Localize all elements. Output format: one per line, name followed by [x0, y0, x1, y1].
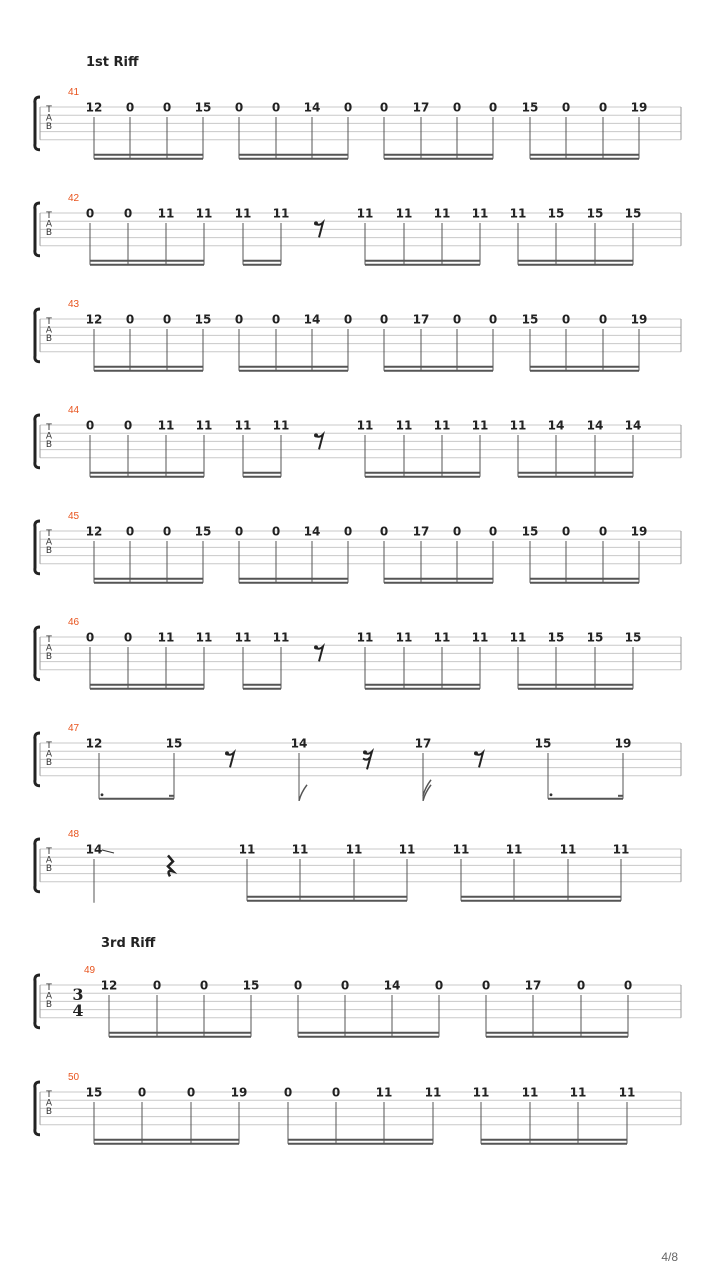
fret-number: 0	[283, 1085, 293, 1100]
fret-number: 0	[343, 100, 353, 115]
fret-number: 0	[123, 630, 133, 645]
fret-number: 12	[85, 312, 103, 327]
tab-label-a: A	[45, 1098, 53, 1109]
fret-number: 19	[630, 524, 648, 539]
staff-svg	[0, 721, 720, 811]
fret-number: 17	[414, 736, 432, 751]
rest-dot	[225, 751, 229, 755]
fret-number: 0	[598, 100, 608, 115]
measure-number: 47	[68, 723, 80, 734]
tab-label-t: T	[46, 635, 52, 645]
fret-number: 0	[598, 524, 608, 539]
fret-number: 11	[569, 1085, 587, 1100]
fret-number: 17	[412, 524, 430, 539]
tab-label-b: B	[45, 228, 53, 239]
staff-svg	[0, 85, 720, 175]
fret-number: 11	[618, 1085, 636, 1100]
fret-number: 0	[561, 312, 571, 327]
tab-label-a: A	[45, 643, 53, 654]
fret-number: 11	[157, 206, 175, 221]
fret-number: 19	[230, 1085, 248, 1100]
fret-number: 11	[395, 418, 413, 433]
staff-svg	[0, 297, 720, 387]
system-bracket	[35, 733, 40, 786]
fret-number: 0	[488, 312, 498, 327]
fret-number: 11	[471, 418, 489, 433]
fret-number: 11	[345, 842, 363, 857]
fret-number: 0	[123, 418, 133, 433]
fret-number: 0	[152, 978, 162, 993]
tab-label-a: A	[45, 991, 53, 1002]
fret-number: 15	[242, 978, 260, 993]
fret-number: 0	[481, 978, 491, 993]
fret-number: 0	[379, 312, 389, 327]
fret-number: 0	[561, 524, 571, 539]
tab-label-t: T	[46, 741, 52, 751]
measure-number: 44	[68, 405, 80, 416]
system-bracket	[35, 627, 40, 680]
fret-number: 17	[412, 312, 430, 327]
rest-dot	[314, 433, 318, 437]
fret-number: 15	[624, 630, 642, 645]
fret-number: 11	[471, 206, 489, 221]
tab-label-t: T	[46, 211, 52, 221]
fret-number: 11	[433, 630, 451, 645]
fret-number: 14	[383, 978, 401, 993]
system-bracket	[35, 203, 40, 256]
fret-number: 11	[356, 630, 374, 645]
fret-number: 0	[623, 978, 633, 993]
time-signature-numerator: 3	[72, 985, 84, 1004]
fret-number: 11	[559, 842, 577, 857]
fret-number: 14	[624, 418, 642, 433]
fret-number: 0	[137, 1085, 147, 1100]
staff-svg	[0, 509, 720, 599]
system-bracket	[35, 521, 40, 574]
tab-staff-46	[0, 615, 720, 705]
fret-number: 12	[100, 978, 118, 993]
measure-number: 46	[68, 617, 80, 628]
system-bracket	[35, 975, 40, 1028]
fret-number: 0	[561, 100, 571, 115]
fret-number: 11	[234, 206, 252, 221]
fret-number: 11	[509, 630, 527, 645]
dot	[550, 793, 553, 796]
fret-number: 11	[509, 418, 527, 433]
tab-label-a: A	[45, 325, 53, 336]
fret-number: 0	[125, 312, 135, 327]
tab-staff-41	[0, 85, 720, 175]
system-bracket	[35, 309, 40, 362]
tab-label-a: A	[45, 219, 53, 230]
fret-number: 0	[331, 1085, 341, 1100]
slide-mark	[102, 850, 114, 853]
fret-number: 0	[234, 312, 244, 327]
tab-label-t: T	[46, 529, 52, 539]
rest-dot	[314, 221, 318, 225]
fret-number: 11	[234, 630, 252, 645]
tab-staff-42	[0, 191, 720, 281]
fret-number: 11	[433, 206, 451, 221]
tab-staff-48	[0, 827, 720, 917]
fret-number: 15	[194, 524, 212, 539]
fret-number: 0	[293, 978, 303, 993]
tab-label-b: B	[45, 758, 53, 769]
system-bracket	[35, 97, 40, 150]
fret-number: 11	[291, 842, 309, 857]
tab-label-b: B	[45, 122, 53, 133]
fret-number: 15	[521, 100, 539, 115]
fret-number: 0	[85, 630, 95, 645]
fret-number: 11	[272, 630, 290, 645]
staff-svg	[0, 827, 720, 917]
measure-number: 50	[68, 1072, 80, 1083]
fret-number: 0	[488, 524, 498, 539]
fret-number: 0	[379, 100, 389, 115]
fret-number: 0	[343, 524, 353, 539]
fret-number: 14	[85, 842, 103, 857]
staff-svg	[0, 403, 720, 493]
staff-svg	[0, 191, 720, 281]
fret-number: 11	[612, 842, 630, 857]
fret-number: 0	[343, 312, 353, 327]
tab-label-b: B	[45, 440, 53, 451]
fret-number: 0	[125, 524, 135, 539]
rest-dot	[363, 750, 367, 754]
note-flag	[423, 780, 431, 796]
fret-number: 0	[162, 312, 172, 327]
fret-number: 15	[194, 312, 212, 327]
fret-number: 12	[85, 524, 103, 539]
fret-number: 11	[375, 1085, 393, 1100]
tab-label-b: B	[45, 334, 53, 345]
staff-svg	[0, 1070, 720, 1160]
fret-number: 0	[186, 1085, 196, 1100]
rest-dot	[474, 751, 478, 755]
fret-number: 0	[271, 100, 281, 115]
fret-number: 15	[586, 630, 604, 645]
fret-number: 11	[521, 1085, 539, 1100]
section-title-3rd-riff: 3rd Riff	[101, 936, 156, 951]
fret-number: 17	[412, 100, 430, 115]
fret-number: 15	[534, 736, 552, 751]
fret-number: 0	[199, 978, 209, 993]
fret-number: 11	[234, 418, 252, 433]
fret-number: 15	[547, 630, 565, 645]
fret-number: 14	[303, 524, 321, 539]
fret-number: 11	[195, 630, 213, 645]
tab-label-b: B	[45, 652, 53, 663]
measure-number: 41	[68, 87, 80, 98]
fret-number: 0	[434, 978, 444, 993]
fret-number: 19	[630, 312, 648, 327]
tab-staff-45	[0, 509, 720, 599]
fret-number: 11	[238, 842, 256, 857]
section-title-1st-riff: 1st Riff	[86, 55, 139, 70]
fret-number: 11	[195, 206, 213, 221]
tab-label-t: T	[46, 983, 52, 993]
fret-number: 14	[303, 312, 321, 327]
tab-label-a: A	[45, 431, 53, 442]
fret-number: 15	[624, 206, 642, 221]
measure-number: 45	[68, 511, 80, 522]
staff-svg	[0, 963, 720, 1053]
fret-number: 0	[234, 100, 244, 115]
tab-label-t: T	[46, 317, 52, 327]
fret-number: 0	[85, 418, 95, 433]
fret-number: 0	[162, 524, 172, 539]
fret-number: 0	[271, 524, 281, 539]
fret-number: 15	[586, 206, 604, 221]
fret-number: 11	[433, 418, 451, 433]
fret-number: 11	[272, 418, 290, 433]
measure-number: 43	[68, 299, 80, 310]
tab-staff-43	[0, 297, 720, 387]
fret-number: 19	[614, 736, 632, 751]
tab-label-t: T	[46, 1090, 52, 1100]
fret-number: 0	[598, 312, 608, 327]
fret-number: 12	[85, 100, 103, 115]
system-bracket	[35, 1082, 40, 1135]
tab-staff-50	[0, 1070, 720, 1160]
staff-svg	[0, 615, 720, 705]
fret-number: 0	[123, 206, 133, 221]
fret-number: 0	[162, 100, 172, 115]
tab-staff-47	[0, 721, 720, 811]
system-bracket	[35, 839, 40, 892]
fret-number: 11	[505, 842, 523, 857]
fret-number: 15	[521, 312, 539, 327]
fret-number: 11	[356, 418, 374, 433]
tab-label-b: B	[45, 1000, 53, 1011]
fret-number: 11	[356, 206, 374, 221]
measure-number: 42	[68, 193, 80, 204]
fret-number: 11	[471, 630, 489, 645]
measure-number: 48	[68, 829, 80, 840]
fret-number: 0	[488, 100, 498, 115]
fret-number: 15	[194, 100, 212, 115]
fret-number: 12	[85, 736, 103, 751]
tab-label-a: A	[45, 855, 53, 866]
page-number: 4/8	[661, 1250, 678, 1264]
fret-number: 11	[509, 206, 527, 221]
note-flag	[299, 785, 307, 801]
fret-number: 11	[272, 206, 290, 221]
fret-number: 11	[157, 418, 175, 433]
fret-number: 0	[452, 312, 462, 327]
fret-number: 15	[547, 206, 565, 221]
fret-number: 0	[271, 312, 281, 327]
tab-label-a: A	[45, 113, 53, 124]
fret-number: 0	[125, 100, 135, 115]
dot	[101, 793, 104, 796]
tab-label-t: T	[46, 423, 52, 433]
measure-number: 49	[84, 965, 96, 976]
fret-number: 15	[85, 1085, 103, 1100]
fret-number: 19	[630, 100, 648, 115]
fret-number: 11	[395, 630, 413, 645]
fret-number: 0	[379, 524, 389, 539]
fret-number: 14	[586, 418, 604, 433]
fret-number: 14	[303, 100, 321, 115]
fret-number: 14	[547, 418, 565, 433]
fret-number: 11	[452, 842, 470, 857]
fret-number: 14	[290, 736, 308, 751]
system-bracket	[35, 415, 40, 468]
tab-staff-49	[0, 963, 720, 1053]
tab-label-t: T	[46, 105, 52, 115]
fret-number: 0	[340, 978, 350, 993]
tab-label-a: A	[45, 537, 53, 548]
tab-label-b: B	[45, 864, 53, 875]
fret-number: 11	[195, 418, 213, 433]
fret-number: 0	[452, 100, 462, 115]
fret-number: 15	[165, 736, 183, 751]
fret-number: 0	[576, 978, 586, 993]
time-signature-denominator: 4	[72, 1001, 84, 1020]
fret-number: 11	[395, 206, 413, 221]
fret-number: 0	[85, 206, 95, 221]
fret-number: 11	[472, 1085, 490, 1100]
fret-number: 0	[452, 524, 462, 539]
tab-label-b: B	[45, 1107, 53, 1118]
tab-label-a: A	[45, 749, 53, 760]
fret-number: 11	[157, 630, 175, 645]
tab-label-t: T	[46, 847, 52, 857]
tab-label-b: B	[45, 546, 53, 557]
fret-number: 15	[521, 524, 539, 539]
fret-number: 11	[424, 1085, 442, 1100]
rest-dot	[314, 645, 318, 649]
fret-number: 11	[398, 842, 416, 857]
tab-staff-44	[0, 403, 720, 493]
fret-number: 0	[234, 524, 244, 539]
fret-number: 17	[524, 978, 542, 993]
